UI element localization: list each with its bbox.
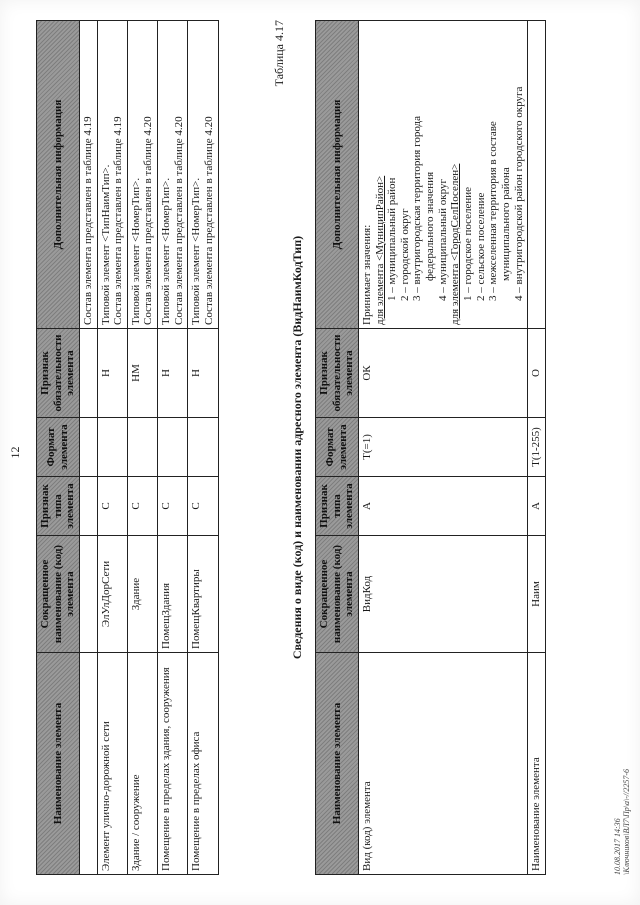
info-value: 4 – муниципальный округ <box>436 178 449 301</box>
table-header-row <box>316 21 359 875</box>
cell-short: ПомещЗдания <box>158 536 188 653</box>
info-line: Состав элемента представлен в таблице 4.20 <box>172 116 185 325</box>
cell-type <box>79 477 97 536</box>
info-value: муниципального района <box>499 167 512 281</box>
header-short-code: Сокращенное наименование (код) элемента <box>37 536 80 653</box>
cell-short: ПомещКвартиры <box>188 536 218 653</box>
document-footer <box>613 769 632 875</box>
cell-format <box>79 418 97 477</box>
cell-format: Т(1-255) <box>528 418 546 477</box>
header-additional-info: Дополнительная информация <box>37 21 80 329</box>
cell-info <box>528 21 546 329</box>
cell-required: Н <box>97 329 127 418</box>
info-value: 3 – межселенная территория в составе <box>487 121 500 301</box>
info-line: Типовой элемент <ТипНаимТип>. <box>99 164 112 325</box>
info-intro: Принимает значения: <box>360 224 373 325</box>
header-short-code: Сокращенное наименование (код) элемента <box>316 536 359 653</box>
info-value: 2 – городской округ <box>398 208 411 301</box>
cell-short: ВидКод <box>358 536 527 653</box>
cell-info <box>188 21 218 329</box>
cell-name: Наименование элемента <box>528 653 546 875</box>
cell-name: Вид (код) элемента <box>358 653 527 875</box>
address-element-type-table <box>315 20 546 875</box>
header-required-flag: Признак обязательности элемента <box>37 329 80 418</box>
cell-required: ОК <box>358 329 527 418</box>
cell-name: Помещение в пределах здания, сооружения <box>158 653 188 875</box>
info-group-title: для элемента <МуниципРайон> <box>373 175 386 325</box>
info-line: Типовой элемент <НомерТип>. <box>190 177 203 325</box>
table-row <box>127 21 157 875</box>
cell-info <box>79 21 97 329</box>
cell-type: С <box>127 477 157 536</box>
cell-name: Помещение в пределах офиса <box>188 653 218 875</box>
header-required-flag: Признак обязательности элемента <box>316 329 359 418</box>
cell-name: Элемент улично-дорожной сети <box>97 653 127 875</box>
header-type-flag: Признак типа элемента <box>37 477 80 536</box>
elements-table-continued <box>36 20 219 875</box>
cell-format <box>127 418 157 477</box>
cell-info <box>127 21 157 329</box>
cell-type: С <box>158 477 188 536</box>
table-row <box>358 21 527 875</box>
cell-info <box>158 21 188 329</box>
cell-name <box>79 653 97 875</box>
header-format: Формат элемента <box>37 418 80 477</box>
info-value: 3 – внутригородская территория города <box>411 115 424 301</box>
table-caption: Сведения о виде (код) и наименовании адресного элемента (ВидНаимКодТип) <box>290 235 304 660</box>
table-row <box>528 21 546 875</box>
info-value: 2 – сельское поселение <box>474 192 487 301</box>
table-row <box>188 21 218 875</box>
info-value: 4 – внутригородской район городского округа <box>512 86 525 301</box>
cell-format <box>188 418 218 477</box>
footer-timestamp: 10.08.2017 14:36 <box>612 818 622 875</box>
cell-format <box>97 418 127 477</box>
info-line: Типовой элемент <НомерТип>. <box>160 177 173 325</box>
cell-format: Т(=1) <box>358 418 527 477</box>
cell-required: Н <box>158 329 188 418</box>
cell-type: А <box>528 477 546 536</box>
cell-required: О <box>528 329 546 418</box>
info-line: Состав элемента представлен в таблице 4.19 <box>81 116 94 325</box>
cell-format <box>158 418 188 477</box>
page-number: 12 <box>8 446 22 459</box>
info-value: 1 – городское поселение <box>462 186 475 301</box>
footer-path: \Ключников\ВЛ7\Пр\а\-//2257-6 <box>622 769 632 875</box>
cell-short: Здание <box>127 536 157 653</box>
table-number-label: Таблица 4.17 <box>272 20 286 87</box>
info-line: Типовой элемент <НомерТип>. <box>129 177 142 325</box>
info-value: 1 – муниципальный район <box>386 177 399 301</box>
cell-short: ЭлУлДорСети <box>97 536 127 653</box>
table-row <box>79 21 97 875</box>
cell-info <box>358 21 527 329</box>
table-header-row <box>37 21 80 875</box>
info-line: Состав элемента представлен в таблице 4.20 <box>203 116 216 325</box>
cell-required: Н <box>188 329 218 418</box>
cell-type: С <box>97 477 127 536</box>
cell-short: Наим <box>528 536 546 653</box>
cell-name: Здание / сооружение <box>127 653 157 875</box>
table-row <box>158 21 188 875</box>
cell-required: НМ <box>127 329 157 418</box>
cell-type: А <box>358 477 527 536</box>
cell-info <box>97 21 127 329</box>
info-value: федерального значения <box>424 171 437 281</box>
info-line: Состав элемента представлен в таблице 4.20 <box>142 116 155 325</box>
header-type-flag: Признак типа элемента <box>316 477 359 536</box>
header-element-name: Наименование элемента <box>37 653 80 875</box>
header-format: Формат элемента <box>316 418 359 477</box>
info-line: Состав элемента представлен в таблице 4.19 <box>112 116 125 325</box>
header-element-name: Наименование элемента <box>316 653 359 875</box>
info-group-title: для элемента <ГородСелПоселен> <box>449 163 462 325</box>
header-additional-info: Дополнительная информация <box>316 21 359 329</box>
cell-required <box>79 329 97 418</box>
table-row <box>97 21 127 875</box>
cell-short <box>79 536 97 653</box>
cell-type: С <box>188 477 218 536</box>
